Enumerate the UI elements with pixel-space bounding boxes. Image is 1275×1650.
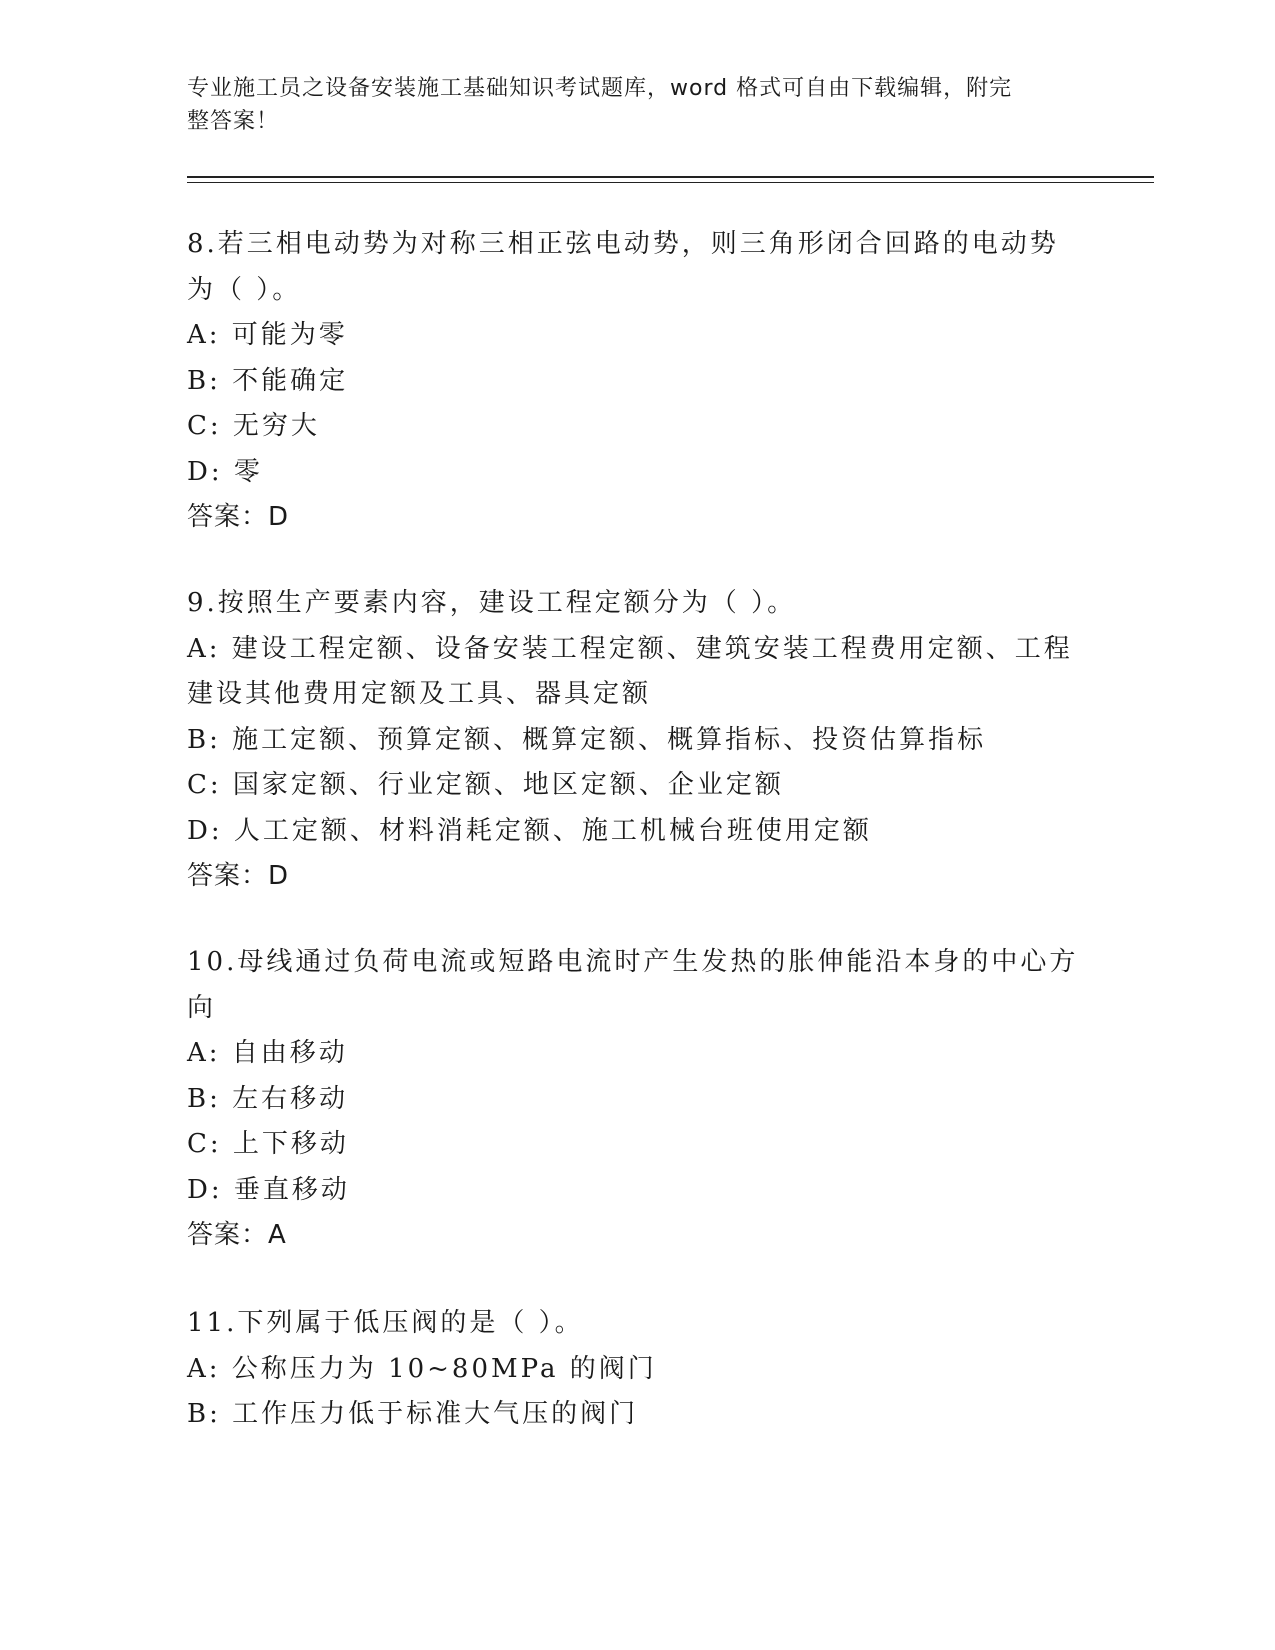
option-b: B: 不能确定	[187, 365, 349, 396]
question-stem: 10.母线通过负荷电流或短路电流时产生发热的胀伸能沿本身的中心方	[187, 947, 1079, 977]
question-8	[187, 222, 1087, 541]
question-stem: 为（ ）。	[187, 274, 302, 305]
header-line: 专业施工员之设备安装施工基础知识考试题库，word 格式可自由下载编辑，附完	[187, 76, 1013, 101]
question-stem: 8.若三相电动势为对称三相正弦电动势，则三角形闭合回路的电动势	[187, 229, 1059, 259]
header-divider-thin	[187, 182, 1154, 183]
header-line: 整答案！	[187, 109, 280, 134]
option-d: D: 人工定额、材料消耗定额、施工机械台班使用定额	[187, 815, 872, 846]
option-a: A: 公称压力为 10~80MPa 的阀门	[187, 1353, 657, 1384]
answer: 答案：D	[187, 861, 290, 891]
option-d: D: 零	[187, 456, 263, 487]
question-11	[187, 1301, 1087, 1438]
answer: 答案：D	[187, 502, 290, 532]
header-divider-thick	[187, 176, 1154, 178]
option-d: D: 垂直移动	[187, 1174, 350, 1205]
document-header	[187, 72, 1067, 138]
option-a: A: 可能为零	[187, 320, 348, 350]
question-10	[187, 940, 1087, 1259]
option-a: A: 自由移动	[187, 1038, 348, 1068]
question-9	[187, 581, 1087, 900]
answer: 答案：A	[187, 1220, 287, 1250]
option-b: B: 施工定额、预算定额、概算定额、概算指标、投资估算指标	[187, 724, 987, 755]
question-stem: 9.按照生产要素内容，建设工程定额分为（ ）。	[187, 588, 797, 618]
option-c: C: 上下移动	[187, 1129, 349, 1159]
option-a: A: 建设工程定额、设备安装工程定额、建筑安装工程费用定额、工程	[187, 633, 1073, 664]
option-a-continued: 建设其他费用定额及工具、器具定额	[187, 679, 652, 709]
option-b: B: 左右移动	[187, 1083, 349, 1114]
question-stem: 11.下列属于低压阀的是（ ）。	[187, 1308, 584, 1338]
option-b: B: 工作压力低于标准大气压的阀门	[187, 1399, 639, 1429]
option-c: C: 国家定额、行业定额、地区定额、企业定额	[187, 770, 784, 800]
option-c: C: 无穷大	[187, 411, 320, 441]
question-stem: 向	[187, 992, 217, 1023]
